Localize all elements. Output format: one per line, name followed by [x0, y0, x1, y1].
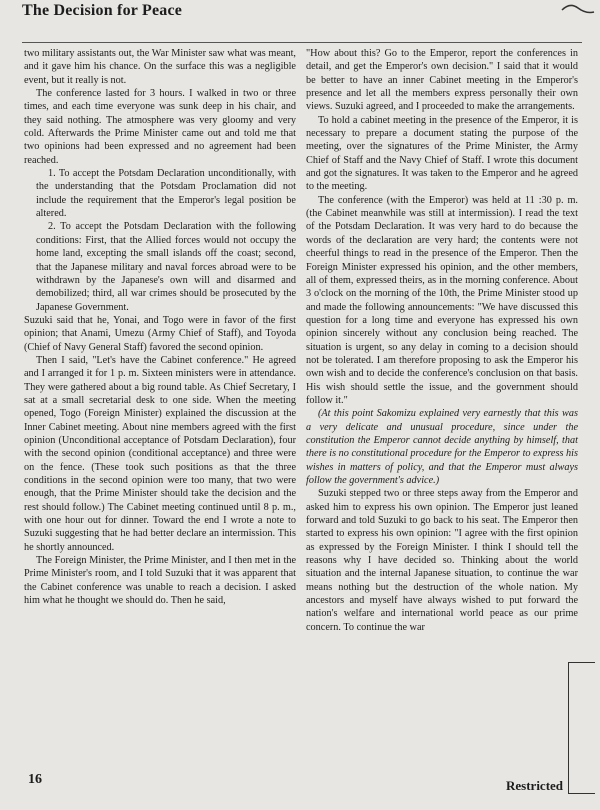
- paragraph: The Foreign Minister, the Prime Minister, and I then met in the Prime Minister's room, and I told Suzuki that it was apparent that the Cabinet conference was unable to reach a decision. I asked him what he thought we should do. Then he said,: [24, 555, 296, 607]
- handwritten-scribble-icon: [560, 0, 596, 18]
- header-rule: [22, 42, 582, 43]
- paragraph-italic: (At this point Sakomizu explained very earnestly that this was a very delicate and unusual procedure, since under the constitution the Emperor cannot decide anything by himself, that there is no constitutional procedure for the Emperor to express his wishes in matters of policy, and that the Emperor must always follow the government's advice.): [306, 408, 578, 486]
- paragraph: The conference lasted for 3 hours. I walked in two or three times, and each time everyone was sunk deep in his chair, and they said nothing. The atmosphere was very gloomy and very cold. Afterwards the Prime Minister came out and told me that two opinions had been expressed and no agreement had been reached.: [24, 88, 296, 166]
- paragraph: two military assistants out, the War Minister saw what was meant, and it gave him his chance. On the surface this was a negligible event, but it really is not.: [24, 48, 296, 86]
- classification-label: Restricted: [506, 778, 564, 793]
- right-column: [306, 47, 578, 634]
- page-header: The Decision for Peace: [22, 2, 183, 19]
- handwritten-bracket-mark: [568, 662, 595, 794]
- paragraph: To hold a cabinet meeting in the presence of the Emperor, it is necessary to prepare a document stating the purpose of the meeting, over the signatures of the Prime Minister, the Army Chief of Staff and the Navy Chief of Staff. I wrote this document and got the signatures. It was taken to the Emperor and he agreed to the meeting.: [306, 114, 578, 193]
- left-column: [24, 47, 296, 607]
- paragraph: Suzuki stepped two or three steps away from the Emperor and asked him to express his own opinion. The Emperor just leaned forward and told Suzuki to go back to his seat. The Emperor then started to express his own opinion: "I agree with the first opinion as expressed by the Foreign Minister. I think I should tell the reasons why I have decided so. Thinking about the world situation and the internal Japanese situation, to continue the war means nothing but the destruction of the whole nation. My ancestors and myself have always wished to put forward the nation's welfare and international world peace as our prime concern. To continue the war: [306, 488, 578, 633]
- opinion-item: 2. To accept the Potsdam Declaration with the following conditions: First, that the Allied forces would not occupy the home land, excepting the small islands off the coast; second, that the Japanese military and naval forces abroad were to be withdrawn by the Japanese's own will and disarmed and demobilized; third, all war crimes should be prosecuted by the Japanese Government.: [36, 221, 296, 313]
- paragraph: The conference (with the Emperor) was held at 11 :30 p. m. (the Cabinet meanwhile was still at intermission). I read the text of the Potsdam Declaration. It was very hard to do because the words of the declaration are very hard; the contents were not cheerful things to read in the presence of the Emperor. Then the Foreign Minister expressed his opinion, and the other members, all of them, expressed theirs, as in the morning conference. About 3 o'clock on the morning of the 10th, the Prime Minister stood up and made the following announcements: "We have discussed this question for a long time and everyone has expressed his own opinion sincerely without any conclusion being reached. The situation is urgent, so any delay in coming to a decision should not be tolerated. I am therefore proposing to ask the Emperor his own wish and to decide the conference's conclusion on that basis. His wish should settle the issue, and the government should follow it.": [306, 194, 578, 406]
- paragraph: Suzuki said that he, Yonai, and Togo were in favor of the first opinion; that Anami, Umezu (Army Chief of Staff), and Toyoda (Chief of Navy General Staff) favored the second opinion.: [24, 314, 296, 353]
- paragraph: "How about this? Go to the Emperor, report the conferences in detail, and get the Emperor's own decision." I said that it would be better to have an inner Cabinet meeting in the Emperor's presence and let all the members express personally their own views. Suzuki agreed, and I proceeded to make the arrangements.: [306, 48, 578, 113]
- paragraph: Then I said, "Let's have the Cabinet conference." He agreed and I arranged it for 1 p. m. Sixteen ministers were in attendance. They were gathered about a big round table. As Chief Secretary, I sat at a small secretarial desk to one side. When the meeting opened, Togo (Foreign Minister) explained the discussion at the Inner Cabinet meeting. About nine members agreed with the first opinion (Unconditional acceptance of Potsdam Declaration), four with the second opinion (conditional acceptance) and three were on the fence. (These took such positions as that the three conditions in the second opinion were too many, that two were enough, that the Prime Minister should take the decision and the rest should follow.) The Cabinet meeting continued until 8 p. m., with one hour out for dinner. Toward the end I wrote a note to Suzuki suggesting that he had better declare an intermission. This he shortly announced.: [24, 354, 296, 553]
- page-number: 16: [28, 772, 42, 787]
- opinion-item: 1. To accept the Potsdam Declaration unconditionally, with the understanding that the Potsdam Proclamation did not include the requirement that the Emperor's legal position be altered.: [36, 168, 296, 220]
